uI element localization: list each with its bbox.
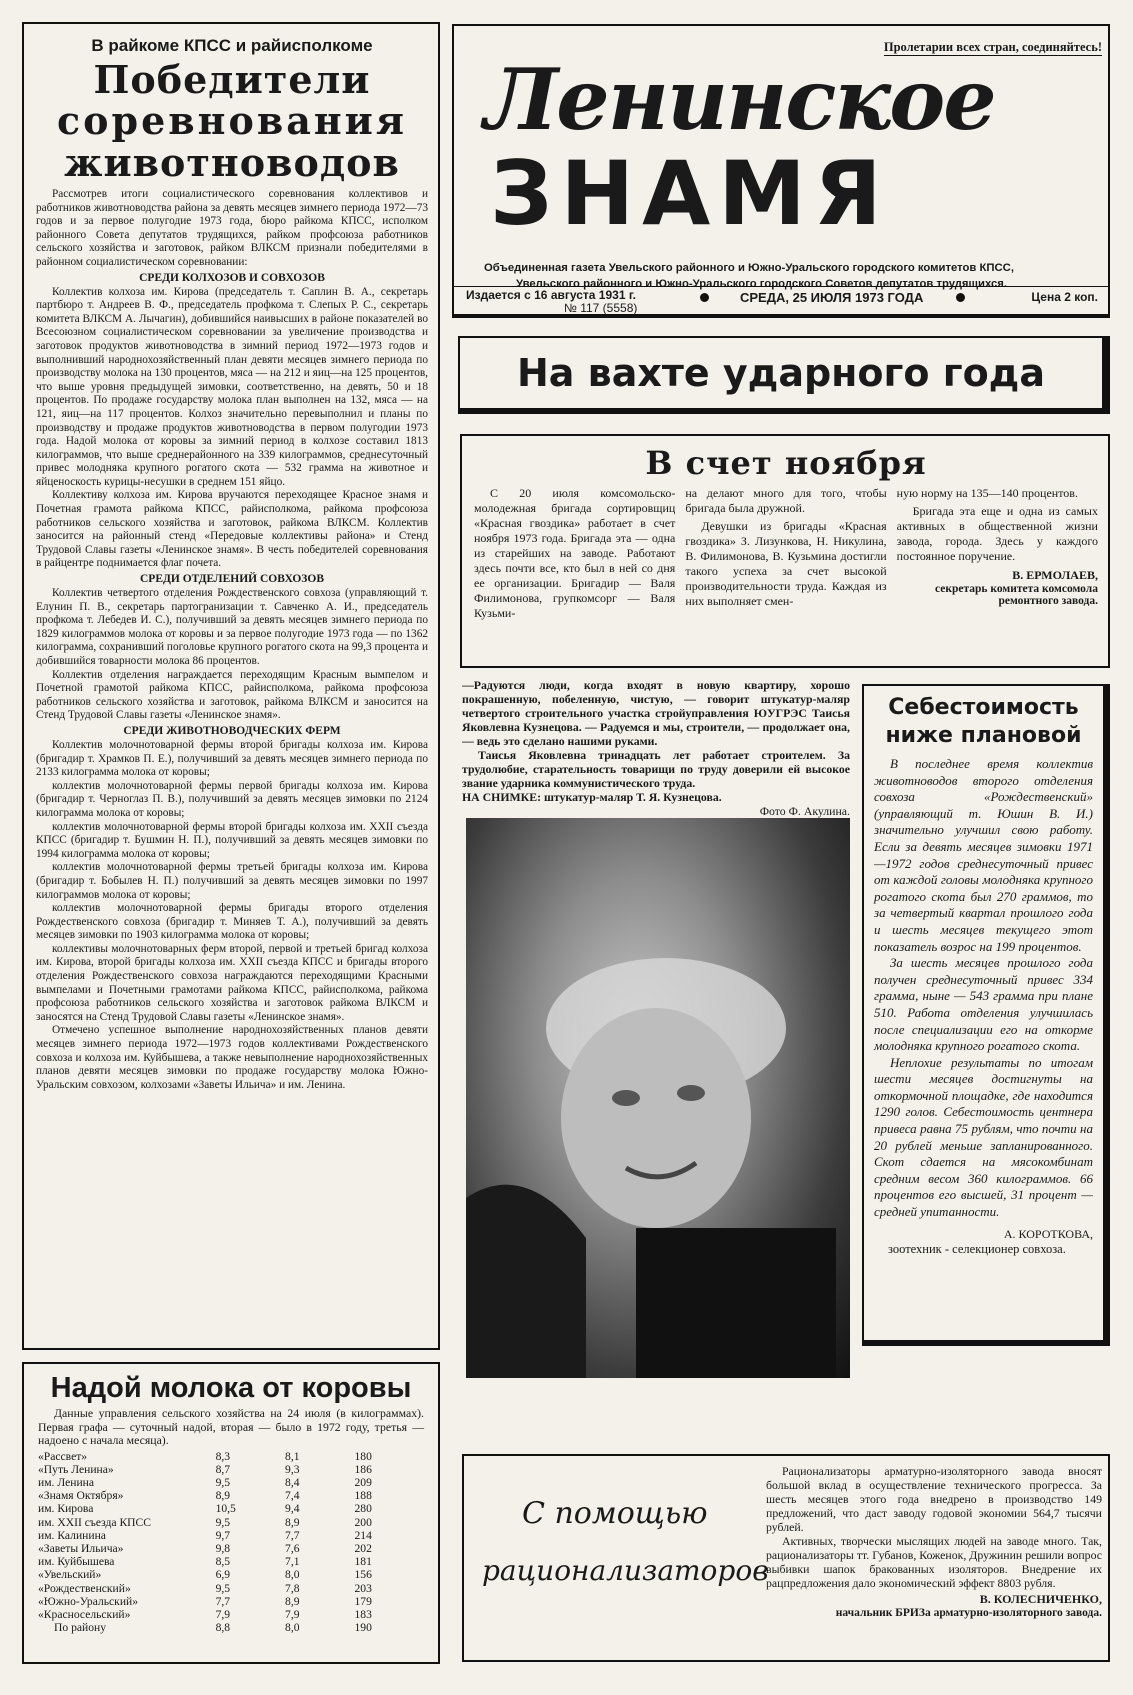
value-cell: 10,5 bbox=[215, 1502, 236, 1516]
value-cell: 8,0 bbox=[285, 1568, 300, 1582]
rationalizers-para-2: Активных, творчески мыслящих людей на заводе много. Так, рационализаторы тт. Губанов, Коженок, Дружинин решили вопрос выбивки шапок бракованных изоляторов. Внедрение их рацпредложения дало экономический эффект 8803 рубля. bbox=[766, 1534, 1102, 1590]
table-row bbox=[38, 1516, 424, 1529]
cost-para-2: За шесть месяцев прошлого года получен среднесуточный привес 334 грамма, ныне — 543 грамма при плане 510. Работа отделения улучшилась после специализации его на откорме молодняка крупного рогатого скота. bbox=[874, 955, 1093, 1054]
winners-title-3: животноводов bbox=[64, 140, 400, 185]
masthead bbox=[452, 24, 1110, 318]
value-cell: 7,9 bbox=[215, 1607, 231, 1621]
table-row bbox=[38, 1608, 424, 1621]
table-row bbox=[38, 1568, 424, 1581]
cost-title-2: ниже плановой bbox=[885, 723, 1082, 748]
winners-para-5: Коллектив молочнотоварной фермы второй бригады колхоза им. Кирова (бригадир т. Храмков П. Е.), получивший за девять месяцев зимнего периода по 2133 килограмма молока от коровы; bbox=[36, 738, 428, 779]
value-cell: 190 bbox=[354, 1621, 372, 1635]
issue-line bbox=[452, 286, 1110, 316]
value-cell: 186 bbox=[354, 1462, 372, 1476]
farm-name-cell: им. Ленина bbox=[38, 1475, 95, 1489]
photo-caption: НА СНИМКЕ: штукатур-маляр Т. Я. Кузнецова. bbox=[462, 790, 722, 804]
winners-para-10: коллективы молочнотоварных ферм второй, первой и третьей бригад колхоза им. Кирова, второй бригады колхоза им. XXII съезда КПСС и бригады второго отделения Рождественского совхоза награждаются переходящими Красными вымпелами и Почетными грамотами райкома КПСС, райисполкома, райкома профсоюза работников сельского хозяйства и заготовок райкома ВЛКСМ и заносятся на Стенд Трудовой Славы газеты «Ленинское знамя». bbox=[36, 942, 428, 1023]
value-cell: 7,1 bbox=[285, 1555, 300, 1569]
masthead-subtitle-1: Объединенная газета Увельского районного и Южно-Уральского городского комитетов КПСС, bbox=[484, 262, 1014, 274]
farm-name-cell: «Южно-Уральский» bbox=[38, 1594, 139, 1608]
winners-intro: Рассмотрев итоги социалистического соревнования коллективов и работников животноводства района за девять месяцев зимнего периода 1972—73 годов и за первое полугодие 1973 года, бюро райкома КПСС, исполком районного Совета депутатов трудящихся, райком профсоюза работников сельского хозяйства и заготовок, райком ВЛКСМ признали победителями в районном социалистическом соревновании: bbox=[36, 188, 428, 268]
value-cell: 8,9 bbox=[285, 1515, 300, 1529]
value-cell: 180 bbox=[354, 1449, 372, 1463]
value-cell: 6,9 bbox=[215, 1568, 231, 1582]
table-row bbox=[38, 1621, 424, 1634]
table-row bbox=[38, 1529, 424, 1542]
winners-article bbox=[22, 22, 440, 1350]
winners-title-2: соревнования bbox=[57, 98, 407, 143]
portrait-photo bbox=[466, 818, 850, 1378]
winners-section-dairy: СРЕДИ ЖИВОТНОВОДЧЕСКИХ ФЕРМ bbox=[123, 724, 341, 737]
photo-story-text: —Радуются люди, когда входят в новую квартиру, хорошо покрашенную, побеленную, чистую, — говорит штукатур-маляр четвертого строительного участка стройуправления ЮУГРЭС Таисья Яковлевна Кузнецова. — Радуемся и мы, строители, — продолжает она, — ведь это сделано нашими руками. bbox=[462, 678, 850, 748]
value-cell: 9,5 bbox=[215, 1581, 231, 1595]
november-col-3b: Бригада эта еще и одна из самых активных в общественной жизни завода, города. Здесь у каждого постоянное поручение. bbox=[896, 504, 1098, 563]
value-cell: 183 bbox=[354, 1607, 372, 1621]
winners-para-7: коллектив молочнотоварной фермы второй бригады колхоза им. XXII съезда КПСС (бригадир т. Бушмин Н. П.), получивший за девять месяцев зимовки по 1994 килограмма молока от коровы; bbox=[36, 820, 428, 860]
milk-yield-title: Надой молока от коровы bbox=[50, 1372, 412, 1404]
table-row bbox=[38, 1542, 424, 1555]
photo-story bbox=[462, 678, 850, 1378]
winners-para-11: Отмечено успешное выполнение народнохозяйственных планов девяти месяцев зимнего периода 1972—1973 годов коллективами Рождественского совхоза и колхоза им. Куйбышева, а также невыполнение народнохозяйственных планов девяти месяцев зимовки по продаже государству молока Южно-Уральским совхозом, колхозами «Заветы Ильича» и им. Ленина. bbox=[36, 1024, 428, 1091]
value-cell: 9,5 bbox=[215, 1515, 231, 1529]
value-cell: 8,9 bbox=[215, 1489, 231, 1503]
farm-name-cell: «Рассвет» bbox=[38, 1449, 88, 1463]
cost-title-1: Себестоимость bbox=[888, 695, 1079, 720]
issue-number: № 117 (5558) bbox=[564, 301, 638, 315]
november-col-3a: ную норму на 135—140 процентов. bbox=[896, 486, 1078, 500]
table-row bbox=[38, 1555, 424, 1568]
value-cell: 9,4 bbox=[285, 1502, 300, 1516]
rationalizers-signature-role: начальник БРИЗа арматурно-изоляторного завода. bbox=[835, 1607, 1102, 1619]
value-cell: 202 bbox=[354, 1541, 372, 1555]
november-title: В счет ноября bbox=[645, 444, 927, 482]
masthead-motto: Пролетарии всех стран, соединяйтесь! bbox=[883, 40, 1102, 54]
value-cell: 8,8 bbox=[215, 1621, 231, 1635]
farm-name-cell: им. XXII съезда КПСС bbox=[38, 1515, 152, 1529]
winners-para-2: Коллективу колхоза им. Кирова вручаются переходящее Красное знамя и Почетная грамота райкома КПСС, райисполкома, райкома профсоюза работников сельского хозяйства и заготовок, райкома ВЛКСМ. Коллектив заносится на районный стенд «Передовые коллективы района» и Стенд Трудовой Славы газеты «Ленинское знамя». В честь победителей соревнования в райцентре поднимается флаг почета. bbox=[36, 489, 428, 570]
table-row bbox=[38, 1476, 424, 1489]
winners-para-4: Коллектив отделения награждается переходящим Красным вымпелом и Почетной грамотой райкома КПСС, райисполкома, райкома профсоюза работников сельского хозяйства и заготовок, райкома ВЛКСМ и заносится на Стенд Трудовой Славы газеты «Ленинское знамя». bbox=[36, 668, 428, 722]
value-cell: 181 bbox=[354, 1555, 372, 1569]
november-signature-name: В. ЕРМОЛАЕВ, bbox=[1012, 568, 1098, 582]
value-cell: 8,3 bbox=[215, 1449, 231, 1463]
table-row bbox=[38, 1582, 424, 1595]
milk-yield-intro: Данные управления сельского хозяйства на 24 июля (в килограммах). Первая графа — суточный надой, вторая — было в 1972 году, третья —надоено с начала месяца). bbox=[38, 1406, 424, 1447]
cost-para-3: Неплохие результаты по итогам шести месяцев достигнуты на откормочной площадке, где находится 1290 голов. Себестоимость центнера привеса равна 75 рублям, что почти на 20 рублей меньше запланированного. Скот сдается на мясокомбинат средним весом 360 килограммов. 66 процентов его высшей, 31 процент — средней упитанности. bbox=[874, 1054, 1093, 1220]
photo-credit: Фото Ф. Акулина. bbox=[759, 804, 850, 818]
value-cell: 8,0 bbox=[285, 1621, 300, 1635]
table-row bbox=[38, 1463, 424, 1476]
cost-article bbox=[862, 684, 1110, 1346]
value-cell: 7,6 bbox=[285, 1541, 300, 1555]
cost-signature-role: зоотехник - селекционер совхоза. bbox=[888, 1241, 1066, 1256]
dot-icon bbox=[700, 293, 709, 302]
table-row bbox=[38, 1489, 424, 1502]
value-cell: 7,7 bbox=[285, 1528, 300, 1542]
farm-name-cell: им. Калинина bbox=[38, 1528, 106, 1542]
issue-since: Издается с 16 августа 1931 г. bbox=[466, 288, 636, 302]
rationalizers-title-1: С помощью bbox=[522, 1496, 708, 1531]
winners-para-8: коллектив молочнотоварной фермы третьей бригады колхоза им. Кирова (бригадир т. Бобылев Н. П.) получивший за девять месяцев зимовки по 1997 килограммов молока от коровы; bbox=[36, 861, 428, 901]
dot-icon bbox=[956, 293, 965, 302]
issue-date: СРЕДА, 25 ИЮЛЯ 1973 ГОДА bbox=[740, 290, 924, 305]
farm-name-cell: По району bbox=[54, 1621, 107, 1635]
issue-price: Цена 2 коп. bbox=[1031, 290, 1098, 304]
value-cell: 209 bbox=[354, 1475, 372, 1489]
rationalizers-para-1: Рационализаторы арматурно-изоляторного завода вносят большой вклад в осуществление технического прогресса. За шесть месяцев этого года внедрено в производство 149 предложений, что даст заводу годовой экономии 564,7 тысячи рублей. bbox=[766, 1464, 1102, 1534]
winners-section-farms: СРЕДИ КОЛХОЗОВ И СОВХОЗОВ bbox=[139, 271, 325, 284]
masthead-title-line1: Ленинское bbox=[484, 50, 995, 149]
value-cell: 7,7 bbox=[215, 1594, 231, 1608]
value-cell: 8,4 bbox=[285, 1475, 300, 1489]
value-cell: 200 bbox=[354, 1515, 372, 1529]
rationalizers-article bbox=[462, 1454, 1110, 1662]
winners-section-branches: СРЕДИ ОТДЕЛЕНИЙ СОВХОЗОВ bbox=[140, 573, 324, 586]
cost-signature-name: А. КОРОТКОВА, bbox=[1003, 1226, 1093, 1241]
photo-story-text-2: Таисья Яковлевна тринадцать лет работает строителем. За трудолюбие, старательность товарищи по труду доверили ей высокое звание ударника коммунистического труда. bbox=[462, 748, 850, 790]
value-cell: 8,7 bbox=[215, 1462, 231, 1476]
winners-kicker: В райкоме КПСС и райисполкоме bbox=[91, 36, 373, 55]
banner-title: На вахте ударного года bbox=[516, 351, 1046, 395]
november-article bbox=[460, 434, 1110, 668]
november-col-1: С 20 июля комсомольско-молодежная бригада сортировщиц «Красная гвоздика» работает в счет ноября 1973 года. Бригада эта — одна из старейших на заводе. Работают здесь почти все, кто был в ней со дня ее организации. Бригадир — Валя Филимонова, групкомсорг — Валя Кузьми- bbox=[474, 486, 676, 620]
value-cell: 9,3 bbox=[285, 1462, 300, 1476]
milk-yield-table bbox=[38, 1450, 424, 1635]
value-cell: 156 bbox=[354, 1568, 372, 1582]
value-cell: 188 bbox=[354, 1489, 372, 1503]
milk-yield-box bbox=[22, 1362, 440, 1664]
value-cell: 280 bbox=[354, 1502, 372, 1516]
winners-para-1: Коллектив колхоза им. Кирова (председатель т. Саплин В. А., секретарь партбюро т. Андреев В. Ф., председатель профкома т. Слепых Р. С., секретарь комитета ВЛКСМ А. Лычагин), добившийся наивысших в районе показателей во Всесоюзном социалистическом соревновании за увеличение производства и заготовок продуктов животноводства в зимний период 1972—1973 годов и выполнивший народнохозяйственный план девяти месяцев зимнего периода по производству молока на 130 процентов, мяса — на 212 и яиц—на 125 процентов, что выше уровня предыдущей зимовки, соответственно, на девять, 50 и 18 процентов. По продаже государству молока план выполнен на 132, мяса — на 121, яиц—на 117 процентов. Колхоз значительно перевыполнил и планы по производству и продаже продуктов животноводства в первом полугодии 1973 года. Надой молока от коровы за зимний период в колхозе составил 1813 килограммов, что выше среднерайонного на 339 килограммов, среднесуточный привес молодняка крупного рогатого скота — 532 грамма на животное и яйценоскость курицы-несушки в среднем 151 яйцо. bbox=[36, 285, 428, 488]
winners-para-6: коллектив молочнотоварной фермы первой бригады колхоза им. Кирова (бригадир т. Черноглаз П. В.), получивший за девять месяцев зимовки по 2124 килограмма молока от коровы; bbox=[36, 779, 428, 819]
farm-name-cell: им. Кирова bbox=[38, 1502, 94, 1516]
winners-para-3: Коллектив четвертого отделения Рождественского совхоза (управляющий т. Елунин П. В., секретарь партогранизации т. Савченко А. И., председатель профкома т. Лебедев И. С.), получивший за девять месяцев зимнего периода по 1829 килограммов молока от коровы и за первое полугодие 1973 года — по 1362 килограмма, сохранивший поголовье крупного рогатого скота на 99,3 процента и добившийся товарности молока 86 процентов. bbox=[36, 587, 428, 667]
value-cell: 214 bbox=[354, 1528, 372, 1542]
portrait-figure bbox=[466, 818, 850, 1378]
value-cell: 8,1 bbox=[285, 1449, 300, 1463]
farm-name-cell: «Заветы Ильича» bbox=[38, 1541, 124, 1555]
farm-name-cell: «Путь Ленина» bbox=[38, 1462, 114, 1476]
winners-para-9: коллектив молочнотоварной фермы бригады второго отделения Рождественского совхоза (бригадир т. Миняев Т. А.), получивший за девять месяцев зимовки по 1903 килограмма молока от коровы; bbox=[36, 902, 428, 942]
value-cell: 7,9 bbox=[285, 1607, 300, 1621]
value-cell: 179 bbox=[354, 1594, 372, 1608]
farm-name-cell: «Рождественский» bbox=[38, 1581, 131, 1595]
value-cell: 7,4 bbox=[285, 1489, 300, 1503]
farm-name-cell: «Знамя Октября» bbox=[38, 1489, 124, 1503]
value-cell: 9,5 bbox=[215, 1475, 231, 1489]
masthead-subtitle-2: Увельского районного и Южно-Уральского городского Советов депутатов трудящихся. bbox=[516, 278, 1007, 290]
masthead-title-line2: ЗНАМЯ bbox=[490, 142, 890, 245]
table-row bbox=[38, 1502, 424, 1515]
november-col-2a: на делают много для того, чтобы бригада была дружной. bbox=[685, 486, 887, 515]
rationalizers-signature-name: В. КОЛЕСНИЧЕНКО, bbox=[979, 1592, 1102, 1606]
value-cell: 9,8 bbox=[215, 1541, 231, 1555]
banner bbox=[458, 336, 1110, 414]
november-signature-role: секретарь комитета комсомола ремонтного завода. bbox=[935, 583, 1098, 607]
value-cell: 9,7 bbox=[215, 1528, 231, 1542]
cost-para-1: В последнее время коллектив животноводов второго отделения совхоза «Рождественский» (управляющий т. Юшин В. И.) значительно улучшил свою работу. Если за девять месяцев зимовки 1971—1972 годов среднесуточный привес от каждой головы молодняка крупного рогатого скота был 270 граммов, то за четвертый квартал прошлого года и шесть месяцев текущего этот показатель возрос на 199 процентов. bbox=[874, 756, 1093, 954]
value-cell: 8,5 bbox=[215, 1555, 231, 1569]
table-row bbox=[38, 1450, 424, 1463]
value-cell: 8,9 bbox=[285, 1594, 300, 1608]
value-cell: 203 bbox=[354, 1581, 372, 1595]
farm-name-cell: им. Куйбышева bbox=[38, 1555, 115, 1569]
table-row bbox=[38, 1595, 424, 1608]
november-col-2b: Девушки из бригады «Красная гвоздика» З. Лизункова, Н. Никулина, В. Филимонова, В. Кузьмина достигли такого успеха за счет высокой производительности труда. Каждая из них выполняет смен- bbox=[685, 519, 887, 608]
value-cell: 7,8 bbox=[285, 1581, 300, 1595]
rationalizers-title-2: рационализаторов bbox=[482, 1554, 769, 1587]
winners-title-1: Победители bbox=[93, 57, 371, 102]
farm-name-cell: «Красносельский» bbox=[38, 1607, 131, 1621]
farm-name-cell: «Увельский» bbox=[38, 1568, 102, 1582]
